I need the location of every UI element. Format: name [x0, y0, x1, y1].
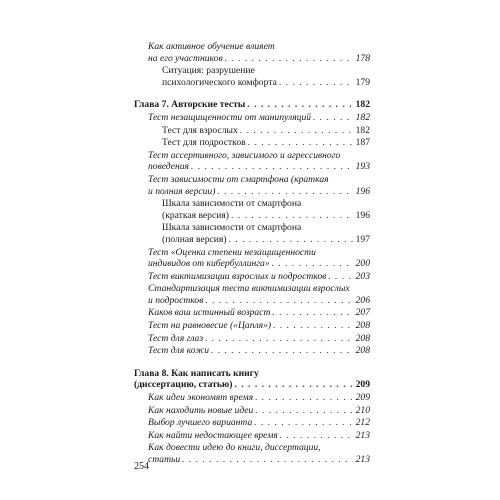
dot-leader	[328, 271, 353, 283]
toc-entry-sub	[134, 320, 370, 332]
dot-leader	[191, 161, 353, 173]
dot-leader	[248, 137, 353, 149]
toc-entry-subsub	[134, 137, 370, 149]
toc-entry-row	[148, 161, 370, 173]
toc-entry-title: Тест для кожи	[148, 345, 210, 357]
toc-entry-sub	[134, 283, 370, 306]
toc-entry-row	[162, 137, 370, 149]
toc-entry-row	[148, 320, 370, 332]
toc-entry-title: Глава 7. Авторские тесты	[134, 99, 246, 111]
toc-entry-line: Тест «Оценка степени незащищенности	[148, 246, 316, 258]
toc-entry-page: 187	[355, 137, 370, 149]
dot-leader	[273, 320, 353, 332]
toc-entry-page: 207	[355, 307, 370, 319]
toc-entry-page: 200	[355, 258, 370, 270]
toc-entry-line: Стандартизация теста виктимизации взрослых	[148, 283, 350, 295]
toc-entry-subsub	[134, 222, 370, 245]
toc-entry-page: 182	[355, 111, 370, 123]
toc-entry-title: (полная версия)	[162, 233, 227, 245]
toc-entry-row	[148, 53, 370, 65]
toc-entry-page: 196	[355, 209, 370, 221]
toc-entry-chapter	[134, 368, 370, 391]
dot-leader	[234, 379, 353, 391]
toc-entry-sub	[134, 333, 370, 345]
toc-entry-sub	[134, 307, 370, 319]
page-number: 254	[134, 461, 149, 472]
dot-leader	[205, 333, 353, 345]
toc-entry-sub	[134, 442, 370, 465]
toc-entry-line: Как довести идею до книги, диссертации,	[148, 442, 321, 454]
toc-entry-row	[148, 271, 370, 283]
toc-entry-subsub	[134, 125, 370, 137]
toc-entry-page: 206	[355, 294, 370, 306]
toc-entry-row	[148, 112, 370, 124]
toc-entry-sub	[134, 345, 370, 357]
toc-entry-sub	[134, 271, 370, 283]
toc-entry-page: 179	[355, 76, 370, 88]
dot-leader	[217, 186, 353, 198]
toc-entry-page: 197	[355, 233, 370, 245]
toc-entry-page: 182	[355, 124, 370, 136]
toc-entry-title: (диссертацию, статью)	[134, 379, 233, 391]
toc-entry-title: Как находить новые идеи	[148, 404, 254, 416]
toc-entry-title: (краткая версия)	[162, 209, 229, 221]
toc-entry-line: Тест зависимости от смартфона (краткая	[148, 173, 329, 185]
toc-entry-page: 203	[355, 270, 370, 282]
toc-entry-row	[148, 454, 370, 466]
toc-entry-title: поведения	[148, 161, 190, 173]
dot-leader	[280, 430, 353, 442]
toc-entry-line: Как активное обучение влияет	[148, 41, 275, 52]
dot-leader	[272, 307, 353, 319]
toc-entry-title: психологического комфорта	[162, 76, 277, 88]
toc-entry-title: и полная версии)	[148, 185, 216, 197]
toc-entry-sub	[134, 174, 370, 197]
dot-leader	[231, 210, 353, 222]
toc-entry-page: 208	[355, 320, 370, 332]
toc-entry-row	[148, 405, 370, 417]
toc-entry-row	[148, 345, 370, 357]
dot-leader	[240, 125, 353, 137]
dot-leader	[247, 99, 353, 111]
toc-entry-row	[148, 417, 370, 429]
dot-leader	[205, 295, 353, 307]
toc-entry-page: 210	[355, 404, 370, 416]
toc-entry-page: 208	[355, 345, 370, 357]
toc-entry-title: Тест незащищенности от манипуляций	[148, 111, 312, 123]
dot-leader	[182, 454, 353, 466]
toc-entry-page: 213	[355, 429, 370, 441]
toc-entry-title: индивидов от кибербуллинга»	[148, 258, 270, 270]
dot-leader	[254, 417, 353, 429]
toc-entry-title: Тест виктимизации взрослых и подростков	[148, 270, 327, 282]
toc-entry-page: 208	[355, 332, 370, 344]
table-of-contents	[134, 41, 370, 466]
dot-leader	[313, 112, 353, 124]
toc-entry-sub	[134, 392, 370, 404]
toc-entry-title: и подростков	[148, 294, 204, 306]
dot-leader	[272, 258, 353, 270]
toc-entry-sub	[134, 112, 370, 124]
dot-leader	[229, 234, 353, 246]
toc-entry-title: Выбор лучшего варианта	[148, 417, 253, 429]
toc-entry-subsub	[134, 198, 370, 221]
toc-entry-chapter	[134, 99, 370, 111]
toc-entry-row	[148, 258, 370, 270]
toc-entry-page: 209	[355, 392, 370, 404]
toc-entry-row	[134, 379, 370, 391]
toc-entry-page: 182	[355, 99, 370, 111]
dot-leader	[255, 392, 353, 404]
toc-entry-title: Как найти недостающее время	[148, 429, 278, 441]
toc-entry-row	[162, 234, 370, 246]
toc-entry-sub	[134, 430, 370, 442]
toc-entry-row	[148, 295, 370, 307]
toc-entry-page: 196	[355, 185, 370, 197]
toc-entry-sub	[134, 417, 370, 429]
toc-entry-row	[148, 307, 370, 319]
toc-entry-sub	[134, 247, 370, 270]
toc-entry-page: 209	[355, 379, 370, 391]
toc-entry-page: 213	[355, 454, 370, 465]
toc-entry-sub	[134, 405, 370, 417]
toc-entry-title: Каков ваш истинный возраст	[148, 307, 271, 319]
toc-entry-subsub	[134, 65, 370, 88]
toc-entry-sub	[134, 41, 370, 64]
toc-entry-row	[162, 210, 370, 222]
dot-leader	[279, 77, 353, 89]
toc-entry-title: Как идеи экономят время	[148, 392, 254, 404]
toc-entry-sub	[134, 150, 370, 173]
toc-entry-line: Глава 8. Как написать книгу	[134, 367, 259, 379]
toc-entry-line: Ситуация: разрушение	[162, 65, 255, 77]
toc-entry-row	[148, 186, 370, 198]
toc-entry-title: Тест для глаз	[148, 332, 204, 344]
toc-entry-title: Тест на равновесие («Цапля»)	[148, 320, 272, 332]
toc-entry-title: на его участников	[148, 52, 223, 64]
dot-leader	[255, 405, 353, 417]
toc-entry-line: Шкала зависимости от смартфона	[162, 222, 302, 234]
toc-entry-row	[162, 125, 370, 137]
toc-entry-title: Тест для подростков	[162, 137, 246, 149]
toc-entry-line: Шкала зависимости от смартфона	[162, 198, 302, 210]
dot-leader	[211, 345, 353, 357]
toc-entry-row	[148, 430, 370, 442]
toc-entry-page: 193	[355, 161, 370, 173]
toc-entry-page: 178	[355, 52, 370, 64]
toc-entry-row	[162, 77, 370, 89]
toc-entry-row	[134, 99, 370, 111]
toc-entry-page: 212	[355, 417, 370, 429]
toc-entry-row	[148, 392, 370, 404]
toc-entry-title: статьи	[148, 454, 181, 465]
toc-entry-title: Тест для взрослых	[162, 124, 238, 136]
dot-leader	[225, 53, 353, 65]
toc-entry-row	[148, 333, 370, 345]
toc-entry-line: Тест ассертивного, зависимого и агрессивного	[148, 149, 341, 161]
